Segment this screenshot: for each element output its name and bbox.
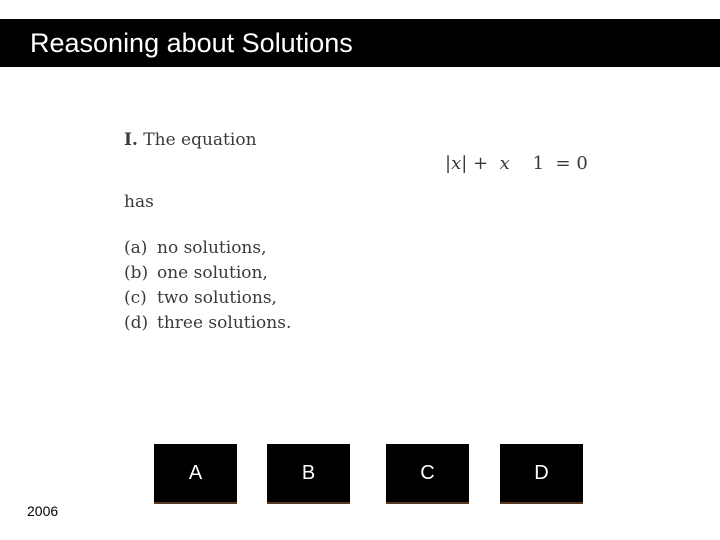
- option-a: [124, 238, 267, 258]
- equation-x: x: [499, 153, 510, 174]
- equation-equals: = 0: [555, 153, 588, 174]
- option-d: [124, 313, 291, 333]
- equation-const: 1: [532, 153, 545, 174]
- option-a-key: (a): [124, 238, 148, 258]
- choice-d-button[interactable]: D: [500, 444, 583, 504]
- title-bar: [0, 19, 720, 67]
- equation-abs-term: |x|: [445, 153, 468, 174]
- problem-intro-line: [124, 130, 257, 150]
- problem-intro: The equation: [143, 130, 257, 150]
- option-c-text: two solutions,: [157, 288, 277, 308]
- choice-a-button[interactable]: A: [154, 444, 237, 504]
- option-d-key: (d): [124, 313, 149, 333]
- option-c-key: (c): [124, 288, 147, 308]
- option-b: [124, 263, 268, 283]
- choice-b-button[interactable]: B: [267, 444, 350, 504]
- choice-c-button[interactable]: C: [386, 444, 469, 504]
- option-d-text: three solutions.: [157, 313, 292, 333]
- option-a-text: no solutions,: [157, 238, 267, 258]
- option-b-text: one solution,: [157, 263, 268, 283]
- equation: [445, 153, 588, 174]
- equation-plus: +: [473, 153, 489, 174]
- problem-has: has: [124, 192, 154, 212]
- year-label: 2006: [27, 503, 59, 519]
- option-c: [124, 288, 277, 308]
- option-b-key: (b): [124, 263, 149, 283]
- problem-number: I.: [124, 130, 138, 150]
- slide-title: Reasoning about Solutions: [30, 28, 353, 58]
